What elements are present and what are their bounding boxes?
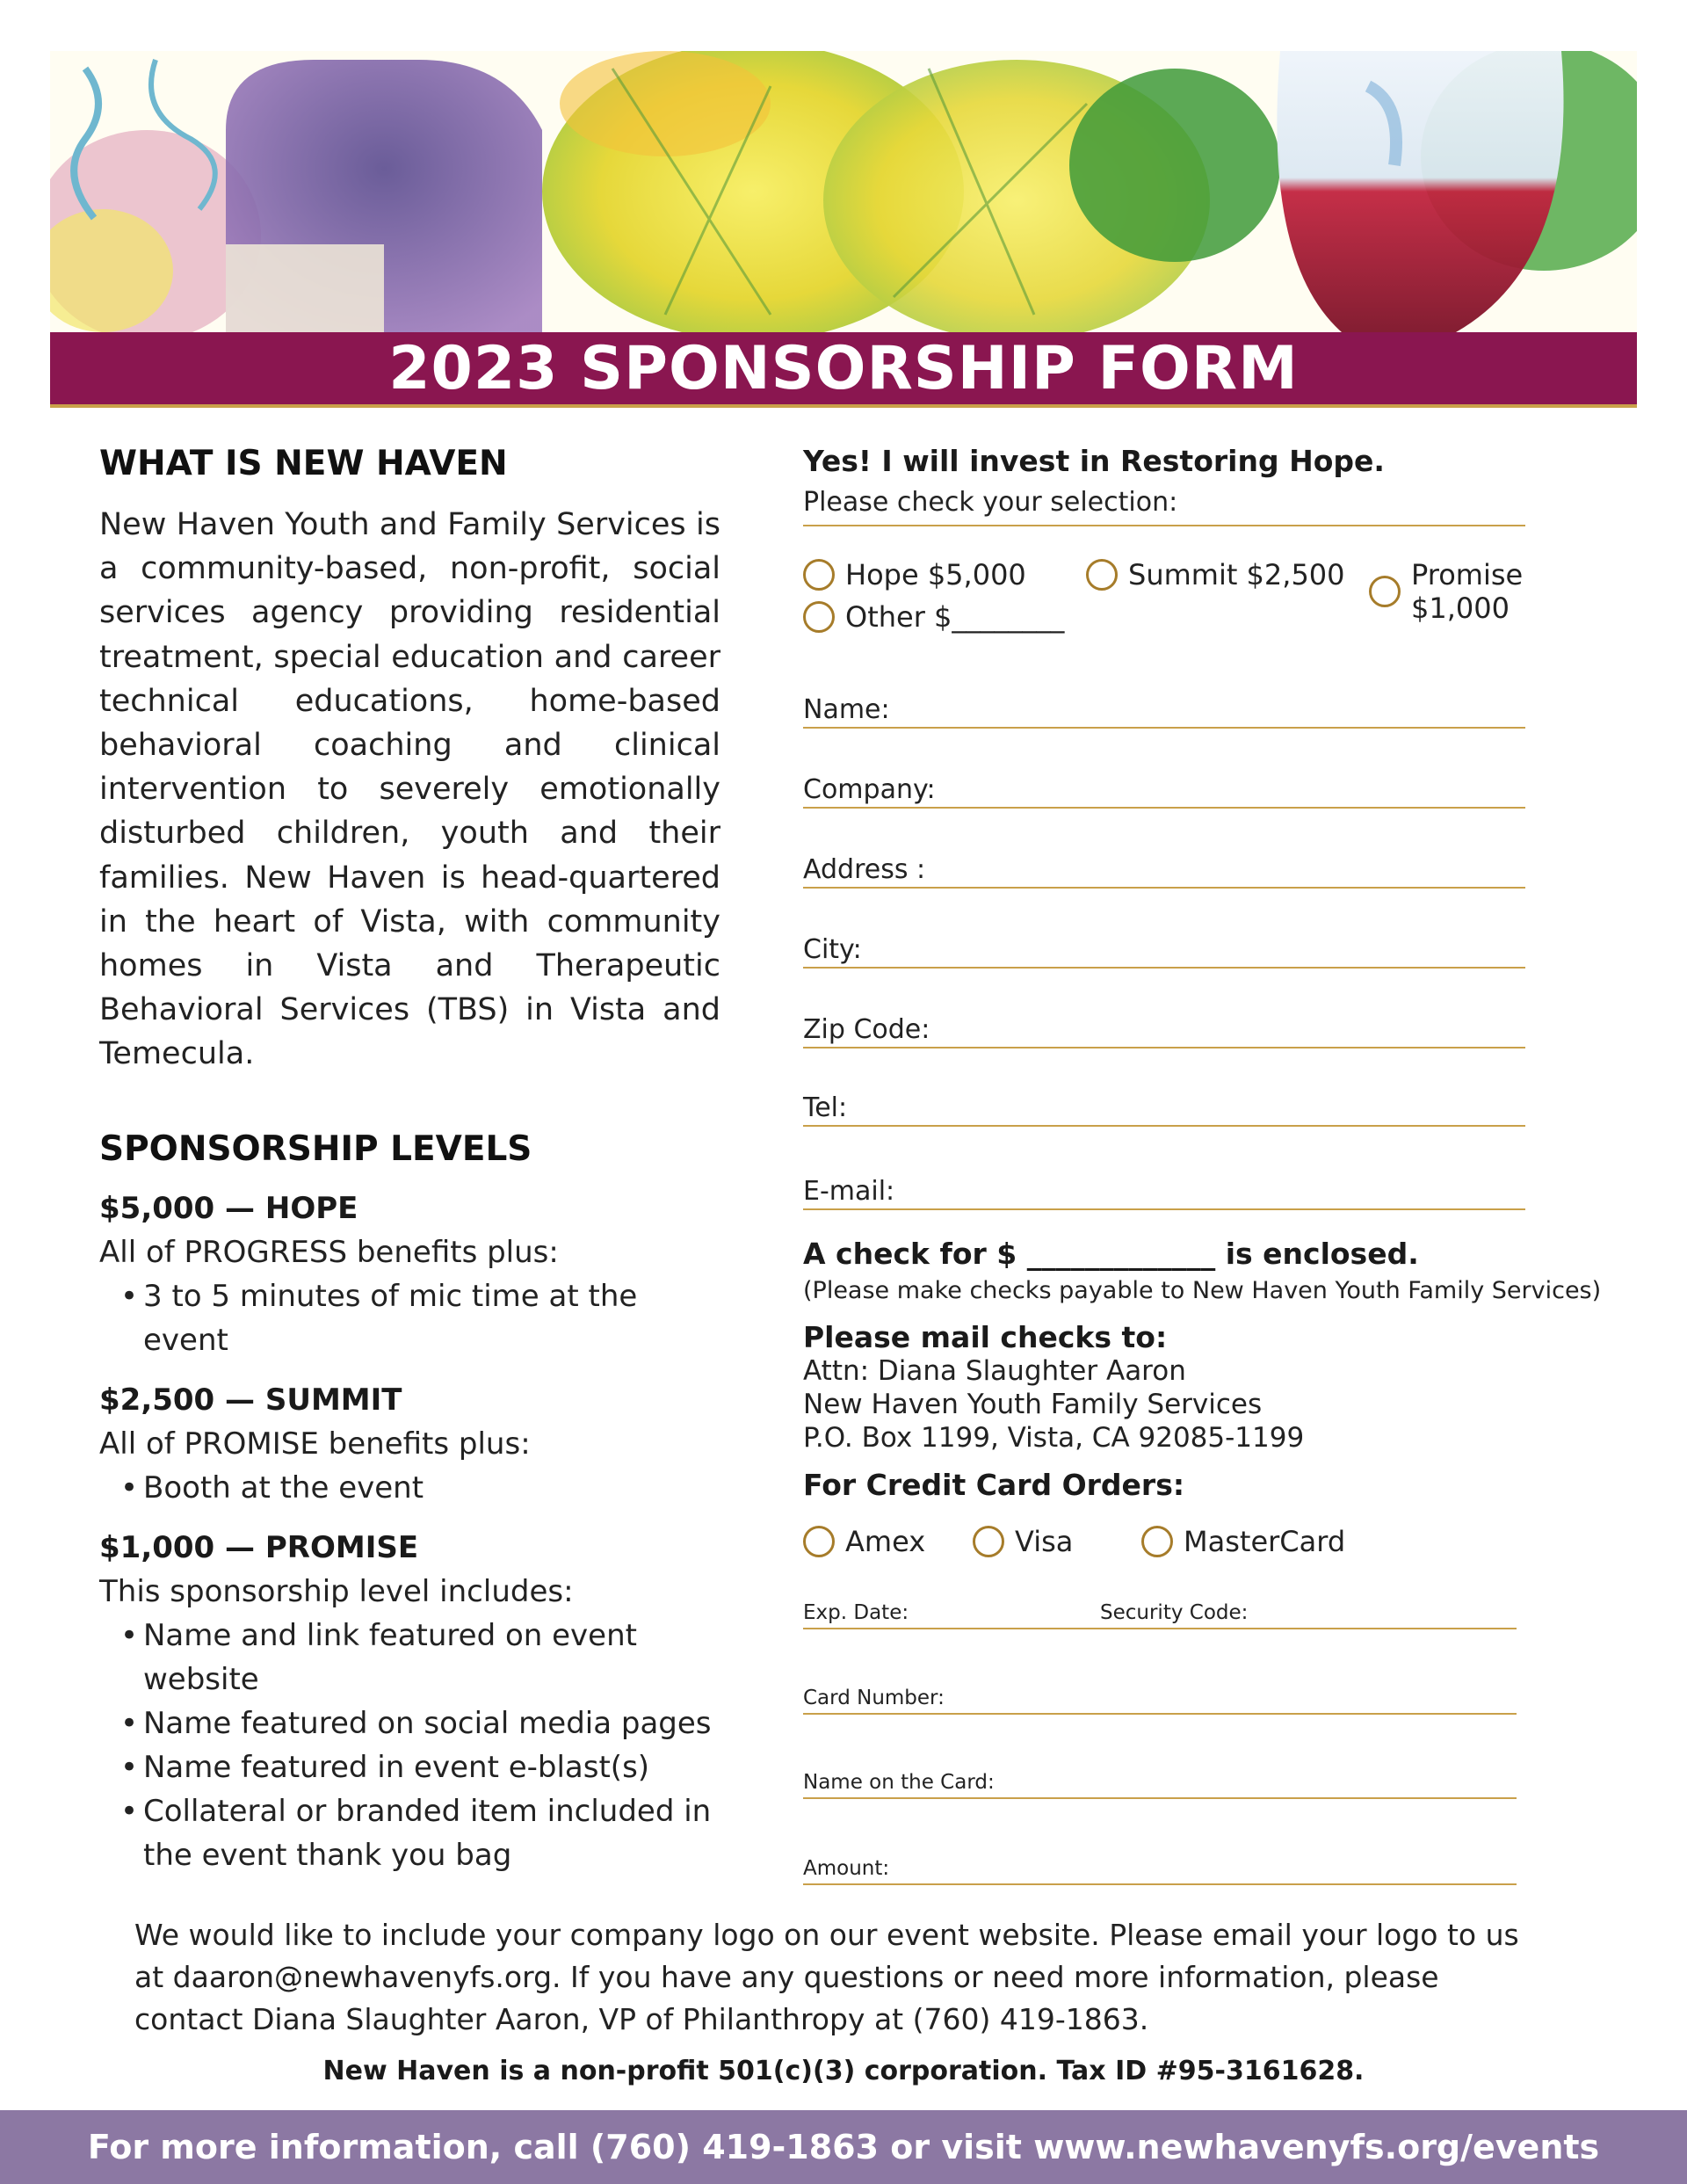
level-name: $2,500 — SUMMIT: [99, 1382, 402, 1418]
card-name-field[interactable]: Name on the Card:: [803, 1771, 1517, 1799]
option-label: Summit $2,500: [1128, 558, 1345, 591]
company-field[interactable]: Company:: [803, 774, 1525, 809]
level-summit: [99, 1378, 720, 1510]
radio-icon[interactable]: [973, 1526, 1004, 1557]
footer-bar: [0, 2110, 1687, 2184]
card-visa[interactable]: [973, 1525, 1073, 1558]
option-other[interactable]: [803, 600, 1064, 634]
card-amex[interactable]: [803, 1525, 925, 1558]
page-title: 2023 SPONSORSHIP FORM: [388, 333, 1299, 403]
exp-date-label: Exp. Date:: [803, 1601, 909, 1624]
benefit-item: • Collateral or branded item included in the event thank you bag: [99, 1789, 720, 1877]
amount-field[interactable]: Amount:: [803, 1857, 1517, 1885]
level-desc: All of PROMISE benefits plus:: [99, 1426, 531, 1462]
mail-heading: Please mail checks to:: [803, 1320, 1168, 1354]
benefit-item: • Name featured in event e-blast(s): [99, 1745, 720, 1789]
card-label: Visa: [1015, 1525, 1074, 1558]
invest-headline: Yes! I will invest in Restoring Hope.: [803, 444, 1385, 478]
check-payable-note: (Please make checks payable to New Haven Youth Family Services): [803, 1277, 1602, 1304]
radio-icon[interactable]: [803, 559, 835, 591]
benefit-list: [99, 1614, 720, 1877]
radio-icon[interactable]: [803, 1526, 835, 1557]
zip-field[interactable]: Zip Code:: [803, 1014, 1525, 1048]
name-field[interactable]: Name:: [803, 694, 1525, 729]
address-field[interactable]: Address :: [803, 854, 1525, 889]
mail-org: New Haven Youth Family Services: [803, 1389, 1263, 1420]
radio-icon[interactable]: [1141, 1526, 1173, 1557]
option-summit[interactable]: [1086, 558, 1345, 591]
option-label: Promise $1,000: [1411, 558, 1524, 625]
logo-request-note: We would like to include your company logo on our event website. Please email your logo to us at daaron@newhavenyfs.org. If you have any questions or need more information, please contact Diana Slaughter Aaron, VP of Philanthropy at (760) 419-1863.: [134, 1918, 1519, 2036]
level-promise: [99, 1526, 720, 1877]
footer-text: For more information, call (760) 419-1863 or visit www.newhavenyfs.org/events: [87, 2128, 1600, 2166]
level-desc: All of PROGRESS benefits plus:: [99, 1234, 559, 1270]
level-name: $5,000 — HOPE: [99, 1190, 358, 1226]
card-number-field[interactable]: Card Number:: [803, 1687, 1517, 1715]
radio-icon[interactable]: [803, 601, 835, 633]
benefit-item: • 3 to 5 minutes of mic time at the event: [99, 1274, 720, 1362]
level-options: [803, 558, 1620, 655]
card-mastercard[interactable]: [1141, 1525, 1345, 1558]
benefit-list: [99, 1274, 720, 1362]
card-label: Amex: [845, 1525, 926, 1558]
benefit-item: • Name featured on social media pages: [99, 1701, 720, 1745]
tax-id-line: New Haven is a non-profit 501(c)(3) corporation. Tax ID #95-3161628.: [322, 2056, 1365, 2086]
left-column: [99, 444, 720, 1877]
benefit-list: [99, 1466, 720, 1510]
card-label: MasterCard: [1184, 1525, 1346, 1558]
exp-security-field[interactable]: [803, 1601, 1517, 1629]
levels-heading: SPONSORSHIP LEVELS: [99, 1128, 532, 1169]
security-code-label: Security Code:: [1100, 1601, 1249, 1624]
level-hope: [99, 1186, 720, 1362]
benefit-item: • Name and link featured on event website: [99, 1614, 720, 1701]
level-desc: This sponsorship level includes:: [99, 1573, 574, 1609]
benefit-item: • Booth at the event: [99, 1466, 720, 1510]
about-body: New Haven Youth and Family Services is a community-based, non-profit, social services agency providing residential treatment, special education and career technical educations, home-based behavioral coaching and clinical intervention to severely emotionally disturbed children, youth and their families. New Haven is head-quartered in the heart of Vista, with community homes in Vista and Therapeutic Behavioral Services (TBS) in Vista and Temecula.: [99, 507, 720, 1072]
header-artwork: [50, 51, 1637, 332]
option-promise[interactable]: [1369, 558, 1620, 625]
credit-heading: For Credit Card Orders:: [803, 1468, 1185, 1502]
option-hope[interactable]: [803, 558, 1026, 591]
city-field[interactable]: City:: [803, 934, 1525, 969]
option-label: Other $________: [845, 600, 1065, 634]
selection-instruction: Please check your selection:: [803, 487, 1525, 526]
check-amount-line: A check for $ _____________ is enclosed.: [803, 1237, 1419, 1271]
right-column: [803, 444, 1620, 1912]
radio-icon[interactable]: [1086, 559, 1118, 591]
tel-field[interactable]: Tel:: [803, 1092, 1525, 1127]
radio-icon[interactable]: [1369, 576, 1401, 607]
mail-attn: Attn: Diana Slaughter Aaron: [803, 1355, 1186, 1387]
option-label: Hope $5,000: [845, 558, 1026, 591]
about-heading: WHAT IS NEW HAVEN: [99, 444, 508, 483]
level-name: $1,000 — PROMISE: [99, 1529, 419, 1565]
email-field[interactable]: E-mail:: [803, 1176, 1525, 1210]
title-bar: [50, 332, 1637, 408]
mail-address: P.O. Box 1199, Vista, CA 92085-1199: [803, 1422, 1305, 1454]
